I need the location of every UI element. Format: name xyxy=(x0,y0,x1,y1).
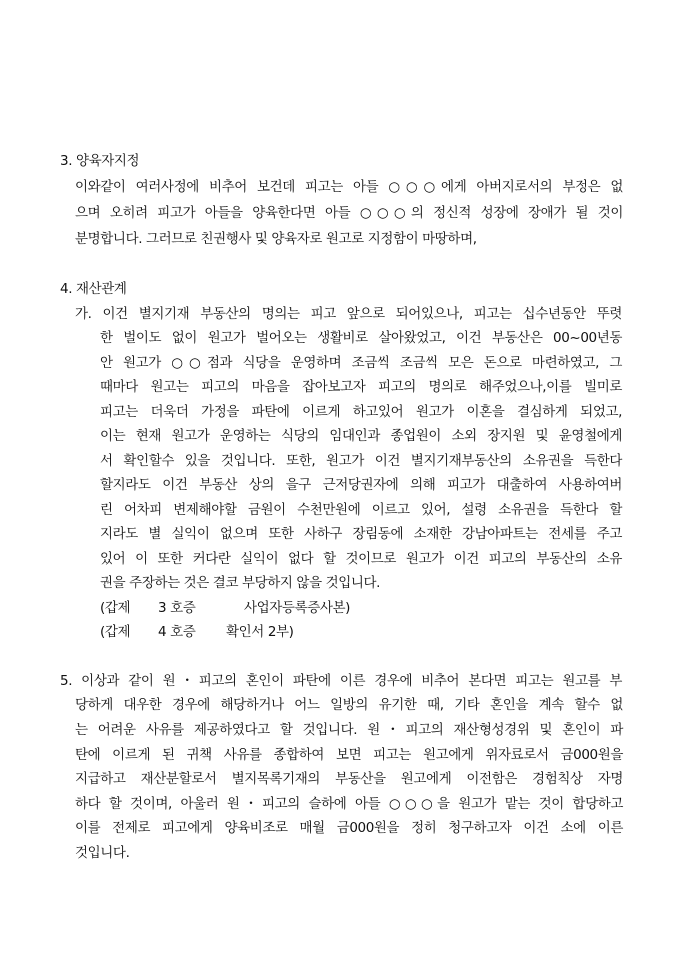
section4-item-line-11: 권을 주장하는 것은 결코 부당하지 않을 것입니다. xyxy=(100,575,381,591)
section4-item-first-line: 가. 이건 별지기재 부동산의 명의는 피고 앞으로 되어있으나, 피고는 십수년동안 뚜렷 xyxy=(75,306,622,322)
section4-item-line-9: 지라도 별 실익이 없으며 또한 사하구 장림동에 소재한 강남아파트는 전세를 주고 xyxy=(100,526,622,542)
section5-line-7: 것입니다. xyxy=(75,845,130,861)
section4-item-line-2: 안 원고가 ○○점과 식당을 운영하며 조금씩 조금씩 모은 돈으로 마련하였고, 그 xyxy=(100,355,622,371)
attachment-1-label: (갑제 xyxy=(100,600,131,616)
section4-item-line-7: 할지라도 이건 부동산 상의 을구 근저당권자에 의해 피고가 대출하여 사용하여버 xyxy=(100,477,622,493)
attachment-1-title: 사업자등록증사본) xyxy=(244,600,350,616)
section4-item-line-10: 있어 이 또한 커다란 실익이 없다 할 것이므로 원고가 이건 피고의 부동산의 소유 xyxy=(100,551,622,567)
section3-line-2: 으며 오히려 피고가 아들을 양육한다면 아들 ○○○의 정신적 성장에 장애가 될 것이 xyxy=(75,205,623,221)
section5-line-4: 지급하고 재산분할로서 별지목록기재의 부동산을 원고에게 이전함은 경험칙상 자명 xyxy=(75,771,623,787)
attachment-2-label: (갑제 xyxy=(100,624,131,640)
section5-line-5: 하다 할 것이며, 아울러 원・피고의 슬하에 아들 ○○○을 원고가 맡는 것이 합당하고 xyxy=(75,796,623,812)
section4-item-line-6: 서 확인할수 있을 것입니다. 또한, 원고가 이건 별지기재부동산의 소유권을 득한다 xyxy=(100,453,622,469)
attachment-1-number: 3 호증 xyxy=(158,600,196,616)
section4-heading: 4. 재산관계 xyxy=(60,281,127,297)
section3-heading: 3. 양육자지정 xyxy=(60,153,140,169)
section4-item-line-4: 피고는 더욱더 가정을 파탄에 이르게 하고있어 원고가 이혼을 결심하게 되었고, xyxy=(100,404,622,420)
section5-line-6: 이를 전제로 피고에게 양육비조로 매월 금000원을 정히 청구하고자 이건 소에 이른 xyxy=(75,820,623,836)
attachment-2-number: 4 호증 xyxy=(158,624,196,640)
section4-item-line-8: 린 어차피 변제해야할 금원이 수천만원에 이르고 있어, 설령 소유권을 득한다 할 xyxy=(100,502,622,518)
section5-line-1: 당하게 대우한 경우에 해당하거나 어느 일방의 유기한 때, 기타 혼인을 계속 할수 없 xyxy=(75,697,623,713)
section5-line-3: 탄에 이르게 된 귀책 사유를 종합하여 보면 피고는 원고에게 위자료로서 금000원을 xyxy=(75,747,623,763)
section3-line-3: 분명합니다. 그러므로 친권행사 및 양육자로 원고로 지정함이 마땅하며, xyxy=(75,231,477,247)
section4-item-line-3: 때마다 원고는 피고의 마음을 잡아보고자 피고의 명의로 해주었으나,이를 빌미로 xyxy=(100,379,622,395)
section3-line-1: 이와같이 여러사정에 비추어 보건데 피고는 아들 ○○○에게 아버지로서의 부정은 없 xyxy=(75,179,623,195)
section4-item-line-1: 한 벌이도 없이 원고가 벌어오는 생활비로 살아왔었고, 이건 부동산은 00~00년동 xyxy=(100,330,622,346)
section5-first-line: 5. 이상과 같이 원・피고의 혼인이 파탄에 이른 경우에 비추어 본다면 피고는 원고를 부 xyxy=(60,673,622,689)
attachment-2-title: 확인서 2부) xyxy=(226,624,294,640)
section4-item-line-5: 이는 현재 원고가 운영하는 식당의 임대인과 종업원이 소외 장지원 및 윤영철에게 xyxy=(100,428,622,444)
section5-line-2: 는 어려운 사유를 제공하였다고 할 것입니다. 원・피고의 재산형성경위 및 혼인이 파 xyxy=(75,722,623,738)
